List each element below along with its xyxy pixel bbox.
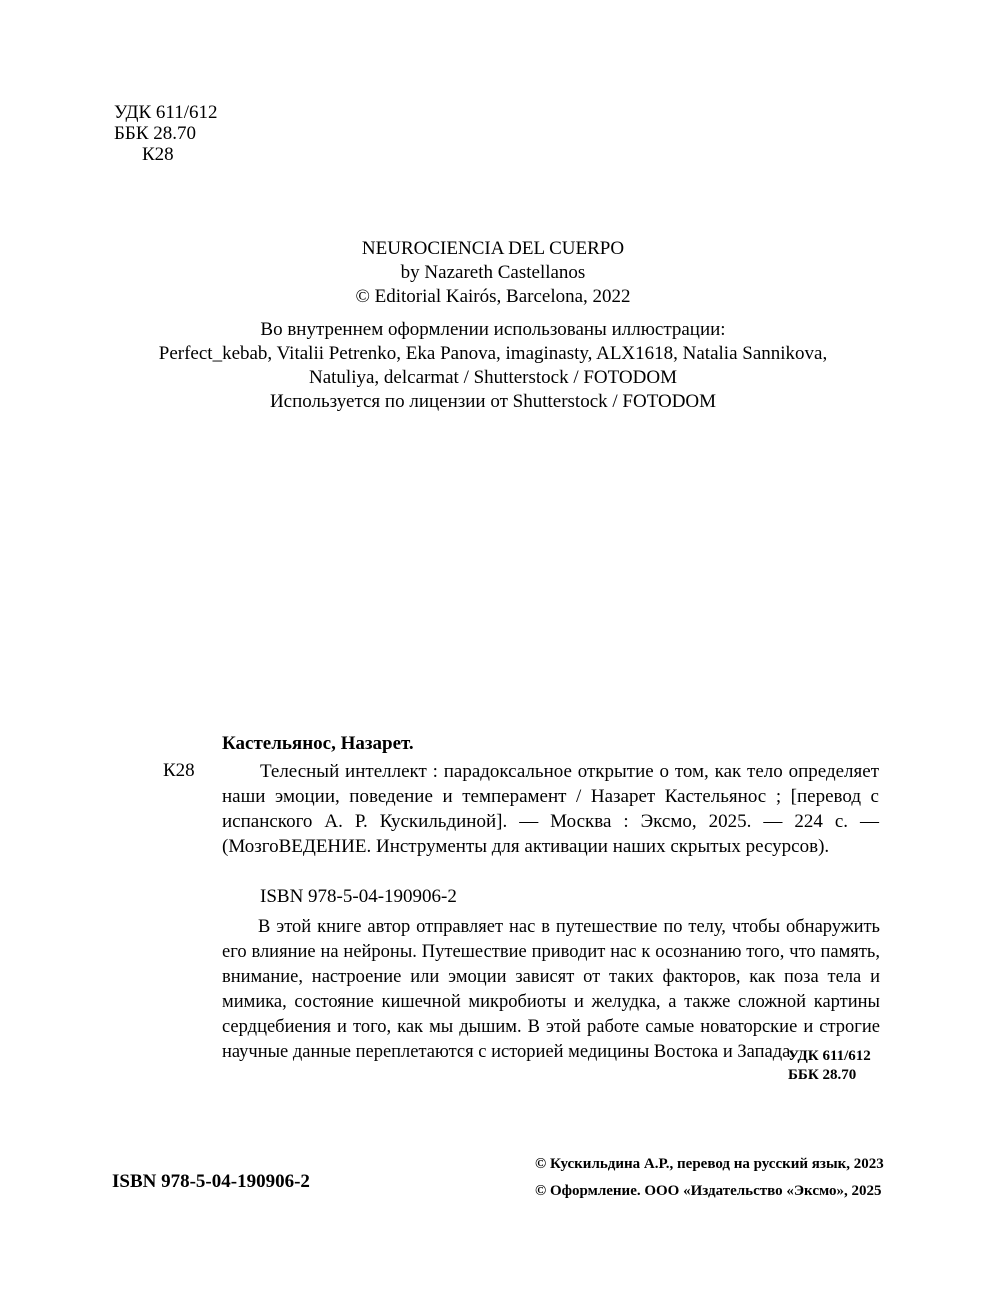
- illustration-credits-block: [0, 318, 986, 414]
- udk-code-bottom: УДК 611/612: [788, 1048, 871, 1064]
- author-sign-margin: К28: [163, 760, 195, 781]
- bbk-code-top: ББК 28.70: [114, 123, 196, 144]
- original-copyright: © Editorial Kairós, Barcelona, 2022: [355, 286, 631, 307]
- original-author: by Nazareth Castellanos: [400, 262, 586, 283]
- author-sign-top: К28: [142, 144, 174, 165]
- isbn-catalog: ISBN 978-5-04-190906-2: [260, 886, 457, 907]
- catalog-description: Телесный интеллект : парадоксальное открытие о том, как тело определяет наши эмоции, поведение и темперамент / Назарет Кастельянос ; [перевод с испанского А. Р. Кускильдиной]. — Москва : Эксмо, 2025. — 224 с. — (МозгоВЕДЕНИЕ. Инструменты для активации наших скрытых ресурсов).: [222, 761, 879, 857]
- illustration-credits-line: Perfect_kebab, Vitalii Petrenko, Eka Panova, imaginasty, ALX1618, Natalia Sannikova,: [158, 343, 828, 364]
- illustration-credits-line: Natuliya, delcarmat / Shutterstock / FOTODOM: [309, 367, 677, 388]
- top-classification-codes: [114, 102, 218, 165]
- catalog-author-heading: Кастельянос, Назарет.: [222, 733, 414, 754]
- illustration-credits-line: Во внутреннем оформлении использованы иллюстрации:: [260, 319, 726, 340]
- udk-code-top: УДК 611/612: [114, 102, 218, 123]
- footer-copyright-block: [535, 1151, 884, 1205]
- copyright-design: © Оформление. ООО «Издательство «Эксмо», 2025: [535, 1183, 882, 1199]
- book-annotation: В этой книге автор отправляет нас в путешествие по телу, чтобы обнаружить его влияние на нейроны. Путешествие приводит нас к осознанию того, что память, внимание, настроение или эмоции зависят от таких факторов, как поза тела и мимика, состояние кишечной микробиоты и желудка, а также сложной картины сердцебиения и того, как мы дышим. В этой работе самые новаторские и строгие научные данные переплетаются с историей медицины Востока и Запада.: [222, 917, 880, 1062]
- copyright-translation: © Кускильдина А.Р., перевод на русский язык, 2023: [535, 1156, 884, 1172]
- bbk-code-bottom: ББК 28.70: [788, 1067, 857, 1083]
- original-edition-block: [0, 237, 986, 309]
- bottom-classification-codes: [788, 1047, 871, 1085]
- original-title: NEUROCIENCIA DEL CUERPO: [361, 238, 625, 259]
- isbn-footer: ISBN 978-5-04-190906-2: [112, 1171, 310, 1192]
- illustration-credits-line: Используется по лицензии от Shutterstock / FOTODOM: [269, 391, 717, 412]
